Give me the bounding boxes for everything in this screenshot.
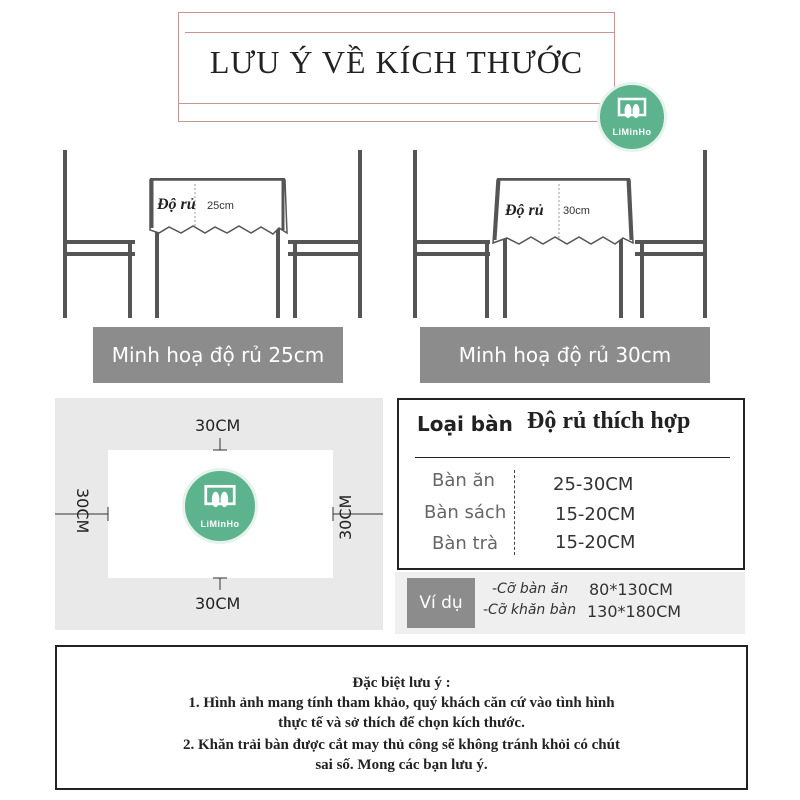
column-divider bbox=[514, 470, 515, 555]
caption-30: Minh hoạ độ rủ 30cm bbox=[420, 327, 710, 383]
header-drop: Độ rủ thích hợp bbox=[527, 408, 691, 434]
page-title: LƯU Ý VỀ KÍCH THƯỚC bbox=[209, 44, 584, 80]
dim-left: 30CM bbox=[73, 488, 92, 534]
drop-value: 30cm bbox=[563, 205, 590, 217]
example-label: Ví dụ bbox=[407, 578, 475, 628]
dim-right: 30CM bbox=[336, 494, 355, 540]
note-heading: Đặc biệt lưu ý : bbox=[352, 675, 451, 691]
drop-label: Độ rủ bbox=[505, 202, 544, 219]
row-type: Bàn trà bbox=[432, 533, 498, 554]
row-type: Bàn sách bbox=[424, 502, 507, 523]
logo-label: LiMinHo bbox=[612, 127, 652, 137]
dim-bottom: 30CM bbox=[195, 594, 241, 613]
header-table-type: Loại bàn bbox=[417, 412, 513, 436]
drop-label: Độ rủ bbox=[157, 196, 196, 213]
caption-25: Minh hoạ độ rủ 25cm bbox=[93, 327, 343, 383]
note-line: sai số. Mong các bạn lưu ý. bbox=[315, 757, 488, 773]
mat-slippers-icon bbox=[185, 471, 255, 541]
row-value: 15-20CM bbox=[555, 504, 636, 525]
example-cloth-size-label: -Cỡ khăn bàn bbox=[483, 602, 577, 618]
row-value: 15-20CM bbox=[555, 532, 636, 553]
note-line: 2. Khăn trải bàn được cắt may thủ công sẽ không tránh khỏi có chút bbox=[183, 737, 620, 753]
row-type: Bàn ăn bbox=[432, 470, 495, 491]
drop-value: 25cm bbox=[207, 200, 234, 212]
logo-label: LiMinHo bbox=[200, 519, 240, 529]
dim-top: 30CM bbox=[195, 416, 241, 435]
example-cloth-size-value: 130*180CM bbox=[587, 602, 682, 621]
note-line: 1. Hình ảnh mang tính tham khảo, quý khách căn cứ vào tình hình bbox=[188, 695, 615, 711]
table-illustration-25 bbox=[55, 140, 375, 325]
brand-logo bbox=[182, 468, 258, 544]
title-frame-line bbox=[178, 103, 608, 104]
table-illustration-30 bbox=[405, 140, 725, 325]
row-value: 25-30CM bbox=[553, 474, 634, 495]
example-table-size-label: -Cỡ bàn ăn bbox=[492, 581, 569, 597]
table-divider bbox=[415, 457, 730, 458]
example-table-size-value: 80*130CM bbox=[589, 580, 673, 599]
title-frame-line bbox=[185, 32, 615, 33]
note-line: thực tế và sở thích để chọn kích thước. bbox=[278, 715, 525, 731]
